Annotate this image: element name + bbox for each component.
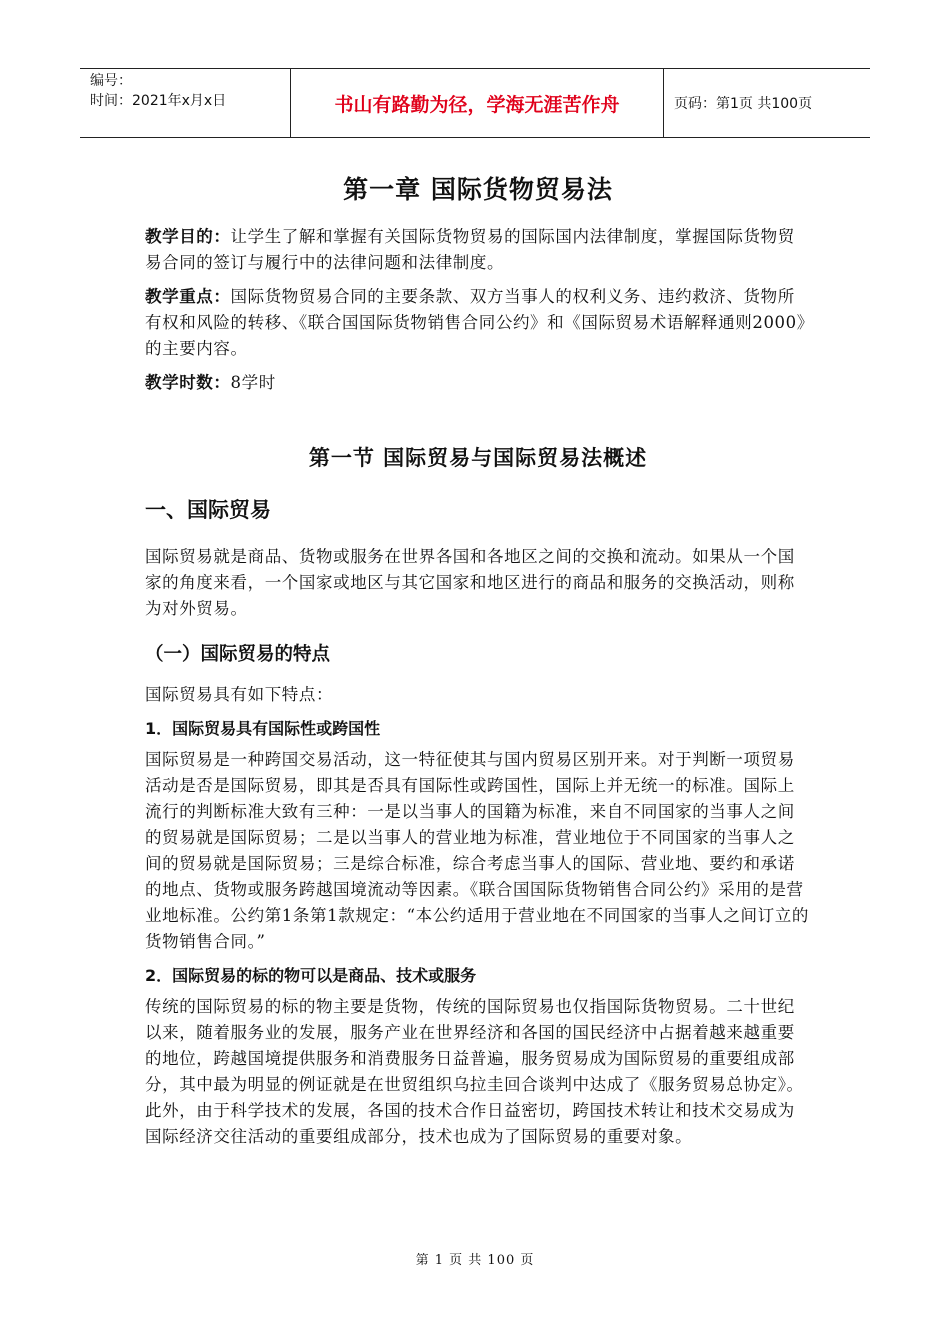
chapter-title: 第一章 国际货物贸易法 [343, 175, 613, 204]
teaching-purpose [145, 224, 811, 276]
hours-label: 教学时数： [145, 373, 231, 392]
hours-text: 8学时 [230, 373, 276, 392]
header-motto: 书山有路勤为径，学海无涯苦作舟 [334, 93, 620, 116]
document-header [80, 68, 870, 138]
header-number-label: 编号： [90, 73, 132, 89]
subsection-title: 一、国际贸易 [145, 498, 271, 522]
features-intro: 国际贸易具有如下特点： [145, 685, 334, 704]
document-body [145, 160, 811, 1158]
teaching-focus [145, 284, 811, 362]
purpose-label: 教学目的： [145, 227, 231, 246]
page-footer: 第 1 页 共 100 页 [415, 1253, 535, 1268]
header-meta [80, 69, 291, 137]
point2-paragraph: 传统的国际贸易的标的物主要是货物，传统的国际贸易也仅指国际货物贸易。二十世纪以来，随着服务业的发展，服务产业在世界经济和各国的国民经济中占据着越来越重要的地位，跨越国境提供服务和消费服务日益普遍，服务贸易成为国际贸易的重要组成部分，其中最为明显的例证就是在世贸组织乌拉圭回合谈判中达成了《服务贸易总协定》。此外，由于科学技术的发展，各国的技术合作日益密切，跨国技术转让和技术交易成为国际经济交往活动的重要组成部分，技术也成为了国际贸易的重要对象。 [145, 997, 804, 1146]
header-time-label: 时间：2021年x月x日 [90, 93, 227, 109]
header-page-info [664, 69, 870, 137]
focus-label: 教学重点： [145, 287, 231, 306]
point1-heading: 1．国际贸易具有国际性或跨国性 [145, 719, 381, 738]
header-motto-cell [291, 69, 664, 137]
point2-heading: 2．国际贸易的标的物可以是商品、技术或服务 [145, 966, 477, 985]
intro-paragraph: 国际贸易就是商品、货物或服务在世界各国和各地区之间的交换和流动。如果从一个国家的角度来看，一个国家或地区与其它国家和地区进行的商品和服务的交换活动，则称为对外贸易。 [145, 547, 795, 618]
point1-paragraph: 国际贸易是一种跨国交易活动，这一特征使其与国内贸易区别开来。对于判断一项贸易活动是否是国际贸易，即其是否具有国际性或跨国性，国际上并无统一的标准。国际上流行的判断标准大致有三种：一是以当事人的国籍为标准，来自不同国家的当事人之间的贸易就是国际贸易；二是以当事人的营业地为标准，营业地位于不同国家的当事人之间的贸易就是国际贸易；三是综合标准，综合考虑当事人的国际、营业地、要约和承诺的地点、货物或服务跨越国境流动等因素。《联合国国际货物销售合同公约》采用的是营业地标准。公约第1条第1款规定：“本公约适用于营业地在不同国家的当事人之间订立的货物销售合同。” [145, 750, 809, 951]
purpose-text: 让学生了解和掌握有关国际货物贸易的国际国内法律制度，掌握国际货物贸易合同的签订与履行中的法律问题和法律制度。 [145, 227, 795, 272]
teaching-hours [145, 370, 811, 396]
header-page-info-text: 页码：第1页 共100页 [674, 96, 813, 112]
features-heading: （一）国际贸易的特点 [145, 644, 331, 665]
focus-text: 国际货物贸易合同的主要条款、双方当事人的权利义务、违约救济、货物所有权和风险的转移、《联合国国际货物销售合同公约》和《国际贸易术语解释通则2000》的主要内容。 [145, 287, 806, 358]
section-title: 第一节 国际贸易与国际贸易法概述 [308, 446, 648, 470]
